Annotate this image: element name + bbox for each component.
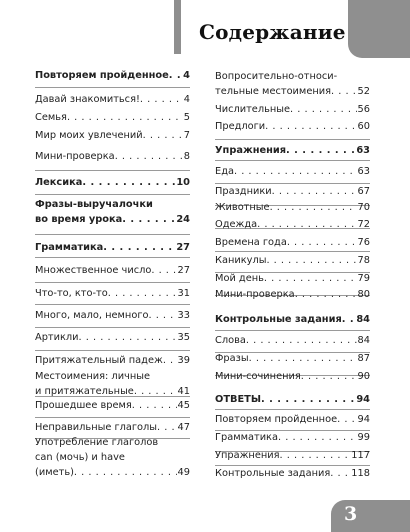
toc-entry[interactable] (35, 92, 190, 107)
toc-entry-page: 8 (183, 151, 190, 162)
toc-entry[interactable] (35, 398, 190, 413)
toc-entry-page: 60 (357, 121, 370, 132)
row-divider (35, 234, 190, 235)
toc-entry-page: 84 (357, 335, 370, 346)
toc-entry[interactable] (35, 330, 190, 345)
toc-entry[interactable] (35, 263, 190, 278)
dot-leader (301, 369, 357, 384)
row-divider (215, 139, 370, 140)
toc-entry-page: 47 (177, 422, 190, 433)
dot-leader (280, 448, 351, 463)
toc-entry-page: 63 (357, 166, 370, 177)
toc-entry[interactable] (35, 175, 190, 190)
toc-entry-title: Контрольные задания (215, 314, 342, 325)
dot-leader (331, 84, 357, 99)
toc-entry-title: Мой день (215, 273, 264, 284)
toc-entry-page: 72 (357, 219, 370, 230)
toc-entry[interactable] (215, 271, 370, 286)
toc-entry[interactable] (215, 143, 370, 158)
toc-entry[interactable] (35, 128, 190, 143)
toc-entry[interactable] (215, 164, 370, 179)
dot-leader (134, 384, 177, 399)
dot-leader (79, 330, 177, 345)
toc-entry-page: 45 (177, 400, 190, 411)
toc-entry-title-line: Вопросительно-относи- (215, 71, 338, 82)
toc-entry-title: (иметь) (35, 467, 74, 478)
toc-entry-page: 94 (357, 414, 370, 425)
page-title: Содержание (199, 20, 346, 44)
dot-leader (122, 212, 175, 227)
toc-entry-title: ОТВЕТЫ (215, 394, 262, 405)
toc-entry-page: 52 (357, 86, 370, 97)
toc-entry-title: Семья (35, 112, 67, 123)
toc-entry-title: Повторяем пройденное (35, 70, 169, 81)
row-divider (35, 327, 190, 328)
toc-entry-title-line: Фразы-выручалочки (35, 199, 153, 210)
toc-entry[interactable] (35, 197, 190, 227)
row-divider (35, 350, 190, 351)
toc-entry[interactable] (215, 466, 370, 481)
toc-entry-page: 4 (183, 70, 190, 81)
dot-leader (278, 430, 357, 445)
dot-leader (103, 240, 175, 255)
toc-entry-page: 76 (357, 237, 370, 248)
dot-leader (234, 164, 357, 179)
dot-leader (266, 253, 356, 268)
row-divider (215, 251, 370, 252)
row-divider (215, 409, 370, 410)
dot-leader (115, 149, 183, 164)
toc-entry[interactable] (35, 420, 190, 435)
toc-entry-page: 78 (357, 255, 370, 266)
toc-entry-page: 35 (177, 332, 190, 343)
toc-entry-title: Животные (215, 202, 270, 213)
toc-entry-page: 24 (176, 214, 190, 225)
toc-entry-page: 67 (357, 186, 370, 197)
dot-leader (140, 92, 183, 107)
toc-entry[interactable] (215, 119, 370, 134)
toc-entry-title: Лексика (35, 177, 83, 188)
dot-leader (148, 308, 176, 323)
toc-entry-page: 7 (183, 130, 190, 141)
dot-leader (257, 217, 356, 232)
toc-entry-page: 87 (357, 353, 370, 364)
toc-entry[interactable] (35, 240, 190, 255)
dot-leader (249, 351, 357, 366)
toc-entry-title: Что-то, кто-то (35, 288, 108, 299)
toc-entry-page: 63 (356, 145, 370, 156)
toc-entry-title: Множественное число (35, 265, 152, 276)
toc-entry-title: Одежда (215, 219, 258, 230)
toc-entry-page: 33 (177, 310, 190, 321)
dot-leader (261, 392, 355, 407)
row-divider (215, 160, 370, 161)
toc-entry[interactable] (215, 184, 370, 199)
toc-entry-page: 10 (176, 177, 190, 188)
toc-entry-page: 70 (357, 202, 370, 213)
toc-entry-title-line: can (мочь) и have (35, 452, 125, 463)
row-divider (35, 304, 190, 305)
dot-leader (330, 466, 350, 481)
row-divider (35, 257, 190, 258)
row-divider (35, 194, 190, 195)
corner-tab (348, 0, 410, 58)
dot-leader (143, 128, 183, 143)
toc-entry[interactable] (35, 435, 190, 480)
dot-leader (337, 412, 356, 427)
toc-entry-page: 99 (357, 432, 370, 443)
dot-leader (270, 200, 357, 215)
toc-entry-title: Грамматика (35, 242, 104, 253)
toc-entry[interactable] (215, 333, 370, 348)
toc-entry-page: 84 (356, 314, 370, 325)
dot-leader (67, 110, 183, 125)
toc-entry-page: 4 (183, 94, 190, 105)
toc-entry-title: Мир моих увлечений (35, 130, 143, 141)
toc-entry-title: Времена года (215, 237, 287, 248)
toc-entry-title: во время урока (35, 214, 123, 225)
toc-entry-page: 117 (351, 450, 370, 461)
dot-leader (151, 263, 176, 278)
toc-entry-page: 31 (177, 288, 190, 299)
toc-entry[interactable] (35, 149, 190, 164)
toc-entry[interactable] (35, 68, 190, 83)
dot-leader (74, 465, 177, 480)
toc-entry-title: Прошедшее время (35, 400, 132, 411)
toc-entry-title: Каникулы (215, 255, 267, 266)
toc-entry-page: 27 (176, 242, 190, 253)
dot-leader (163, 353, 177, 368)
dot-leader (287, 235, 357, 250)
toc-entry-page: 56 (357, 104, 370, 115)
toc-entry[interactable] (35, 369, 190, 399)
toc-entry[interactable] (35, 353, 190, 368)
toc-entry-title-line: Употребление глаголов (35, 437, 159, 448)
dot-leader (290, 102, 356, 117)
dot-leader (82, 175, 175, 190)
page-number: 3 (344, 503, 358, 525)
dot-leader (108, 286, 177, 301)
toc-entry-title: тельные местоимения (215, 86, 332, 97)
toc-entry-title: Грамматика (215, 432, 278, 443)
toc-entry-title: Предлоги (215, 121, 266, 132)
toc-entry-title: Еда (215, 166, 234, 177)
dot-leader (286, 143, 355, 158)
dot-leader (246, 333, 357, 348)
toc-entry-page: 90 (357, 371, 370, 382)
toc-entry-title: Давай знакомиться! (35, 94, 140, 105)
toc-entry-title: Контрольные задания (215, 468, 331, 479)
toc-entry-title: Праздники (215, 186, 272, 197)
toc-entry[interactable] (215, 69, 370, 99)
toc-entry-page: 94 (356, 394, 370, 405)
toc-entry[interactable] (215, 235, 370, 250)
dot-leader (157, 420, 177, 435)
toc-entry-title: Много, мало, немного (35, 310, 149, 321)
toc-entry-title: Фразы (215, 353, 249, 364)
toc-entry[interactable] (215, 200, 370, 215)
toc-entry[interactable] (35, 286, 190, 301)
toc-entry-title: Мини-проверка (215, 289, 295, 300)
toc-entry[interactable] (215, 253, 370, 268)
toc-entry[interactable] (215, 448, 370, 463)
toc-entry-page: 118 (351, 468, 370, 479)
toc-entry-title: Числительные (215, 104, 291, 115)
row-divider (35, 170, 190, 171)
toc-entry[interactable] (35, 308, 190, 323)
toc-entry[interactable] (215, 351, 370, 366)
toc-entry-title: Мини-проверка (35, 151, 115, 162)
dot-leader (272, 184, 357, 199)
toc-entry[interactable] (215, 412, 370, 427)
toc-entry-page: 27 (177, 265, 190, 276)
toc-entry-title: Артикли (35, 332, 79, 343)
toc-entry[interactable] (215, 287, 370, 302)
toc-entry-page: 39 (177, 355, 190, 366)
dot-leader (132, 398, 177, 413)
toc-entry[interactable] (215, 217, 370, 232)
toc-entry-title: Притяжательный падеж (35, 355, 163, 366)
dot-leader (295, 287, 357, 302)
toc-entry-page: 41 (177, 386, 190, 397)
dot-leader (169, 68, 182, 83)
toc-entry[interactable] (215, 369, 370, 384)
toc-entry-page: 79 (357, 273, 370, 284)
toc-entry[interactable] (215, 102, 370, 117)
toc-entry-page: 49 (177, 467, 190, 478)
row-divider (35, 87, 190, 88)
toc-entry[interactable] (215, 430, 370, 445)
toc-entry[interactable] (215, 312, 370, 327)
toc-entry[interactable] (215, 392, 370, 407)
toc-entry-page: 5 (183, 112, 190, 123)
page-number-tab (331, 500, 410, 532)
toc-entry-title-line: Местоимения: личные (35, 371, 151, 382)
toc-entry-title: Неправильные глаголы (35, 422, 158, 433)
toc-entry-title: Мини-сочинения (215, 371, 301, 382)
toc-entry-title: Повторяем пройденное (215, 414, 338, 425)
toc-entry[interactable] (35, 110, 190, 125)
toc-entry-title: Упражнения (215, 450, 280, 461)
toc-entry-page: 80 (357, 289, 370, 300)
toc-entry-title: Слова (215, 335, 246, 346)
decorative-bar (174, 0, 181, 54)
row-divider (215, 330, 370, 331)
row-divider (35, 282, 190, 283)
dot-leader (265, 119, 356, 134)
row-divider (35, 417, 190, 418)
dot-leader (264, 271, 357, 286)
toc-entry-title: и притяжательные (35, 386, 134, 397)
dot-leader (342, 312, 356, 327)
toc-entry-title: Упражнения (215, 145, 287, 156)
